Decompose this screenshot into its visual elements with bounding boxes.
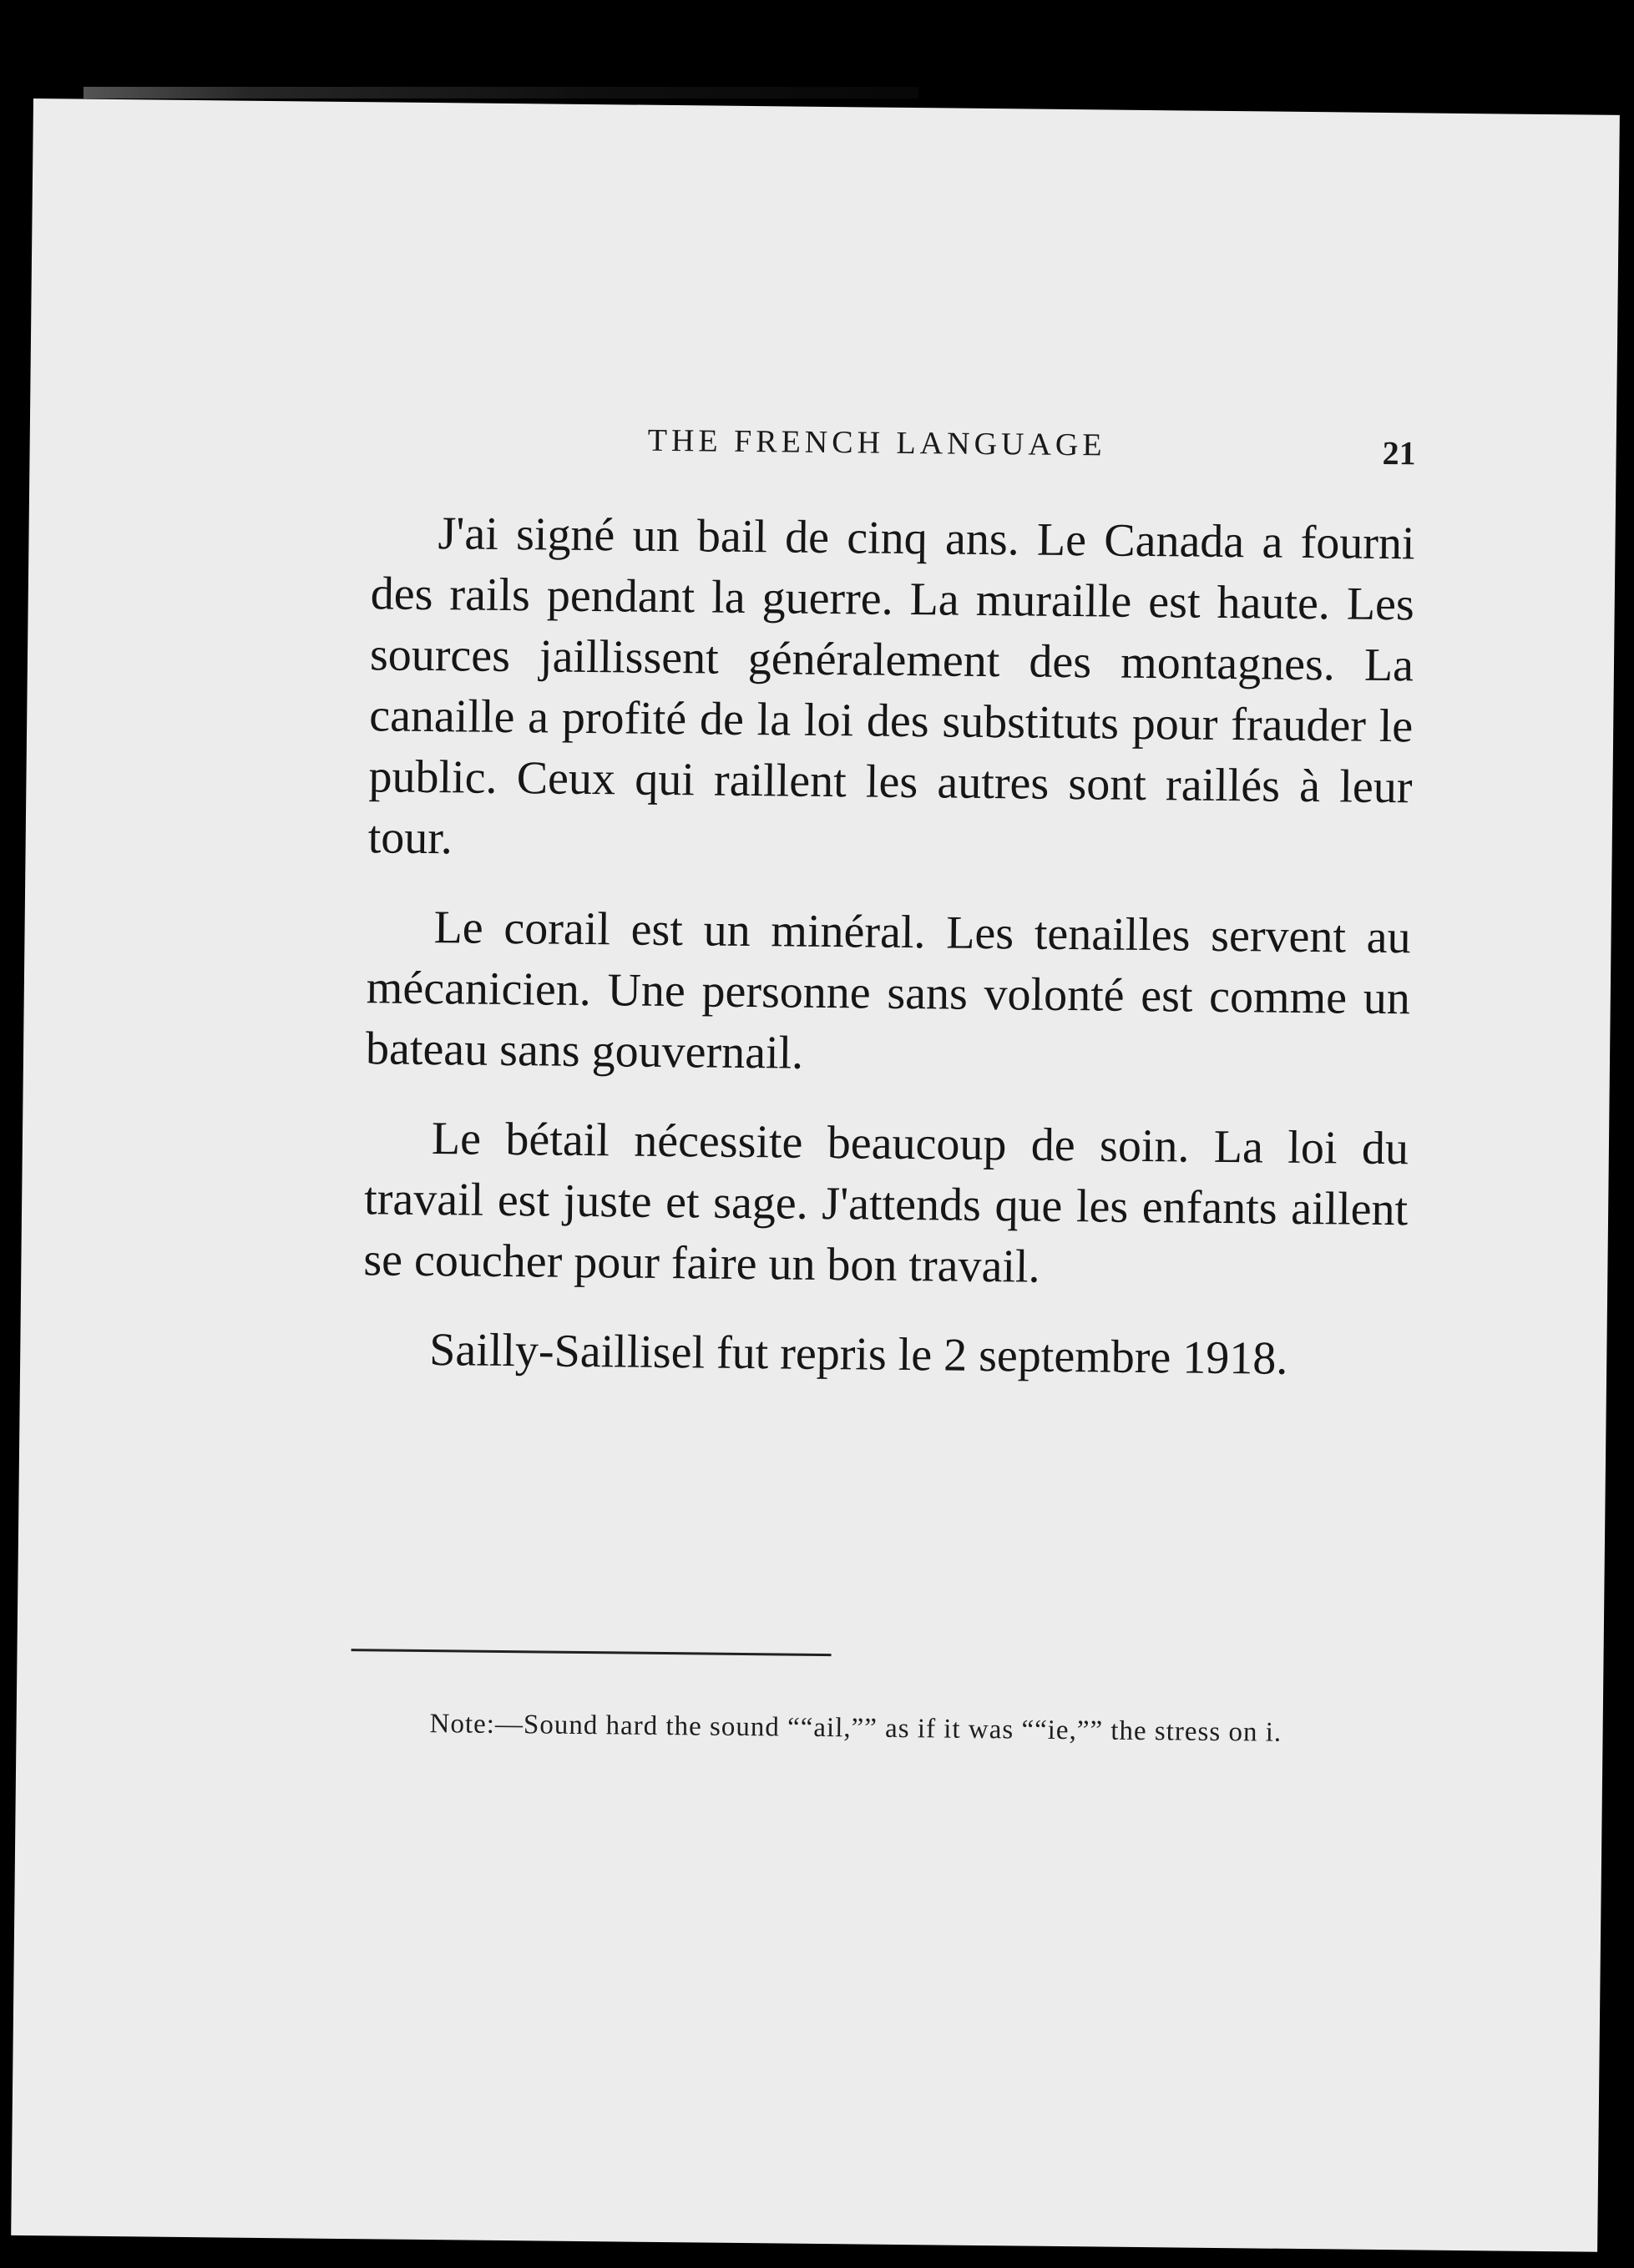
- paragraph: Sailly-Saillisel fut repris le 2 septembre 1918.: [429, 1324, 1288, 1385]
- page-number: 21: [1382, 433, 1416, 472]
- paragraph: J'ai signé un bail de cinq ans. Le Canada a fourni des rails pendant la guerre. La muraille est haute. Les sources jaillissent généralement des montagnes. La canaille a profité de la loi des substituts pour frauder le public. Ceux qui raillent les autres sont raillés à leur tour.: [367, 508, 1415, 865]
- footnote-rule: [352, 1649, 832, 1656]
- running-head: THE FRENCH LANGUAGE: [647, 422, 1106, 463]
- paragraph: Le corail est un minéral. Les tenailles servent au mécanicien. Une personne sans volonté est comme un bateau sans gouvernail.: [365, 902, 1411, 1079]
- top-edge-shadow: [83, 87, 918, 98]
- paragraph: Le bétail nécessite beaucoup de soin. La loi du travail est juste et sage. J'attends que les enfants aillent se coucher pour faire un bon travail.: [363, 1113, 1409, 1293]
- body-text: [362, 503, 1415, 1419]
- footnote: Note:—Sound hard the sound ““ail,”” as if it was ““ie,”” the stress on i.: [429, 1709, 1282, 1748]
- book-page: [11, 98, 1620, 2252]
